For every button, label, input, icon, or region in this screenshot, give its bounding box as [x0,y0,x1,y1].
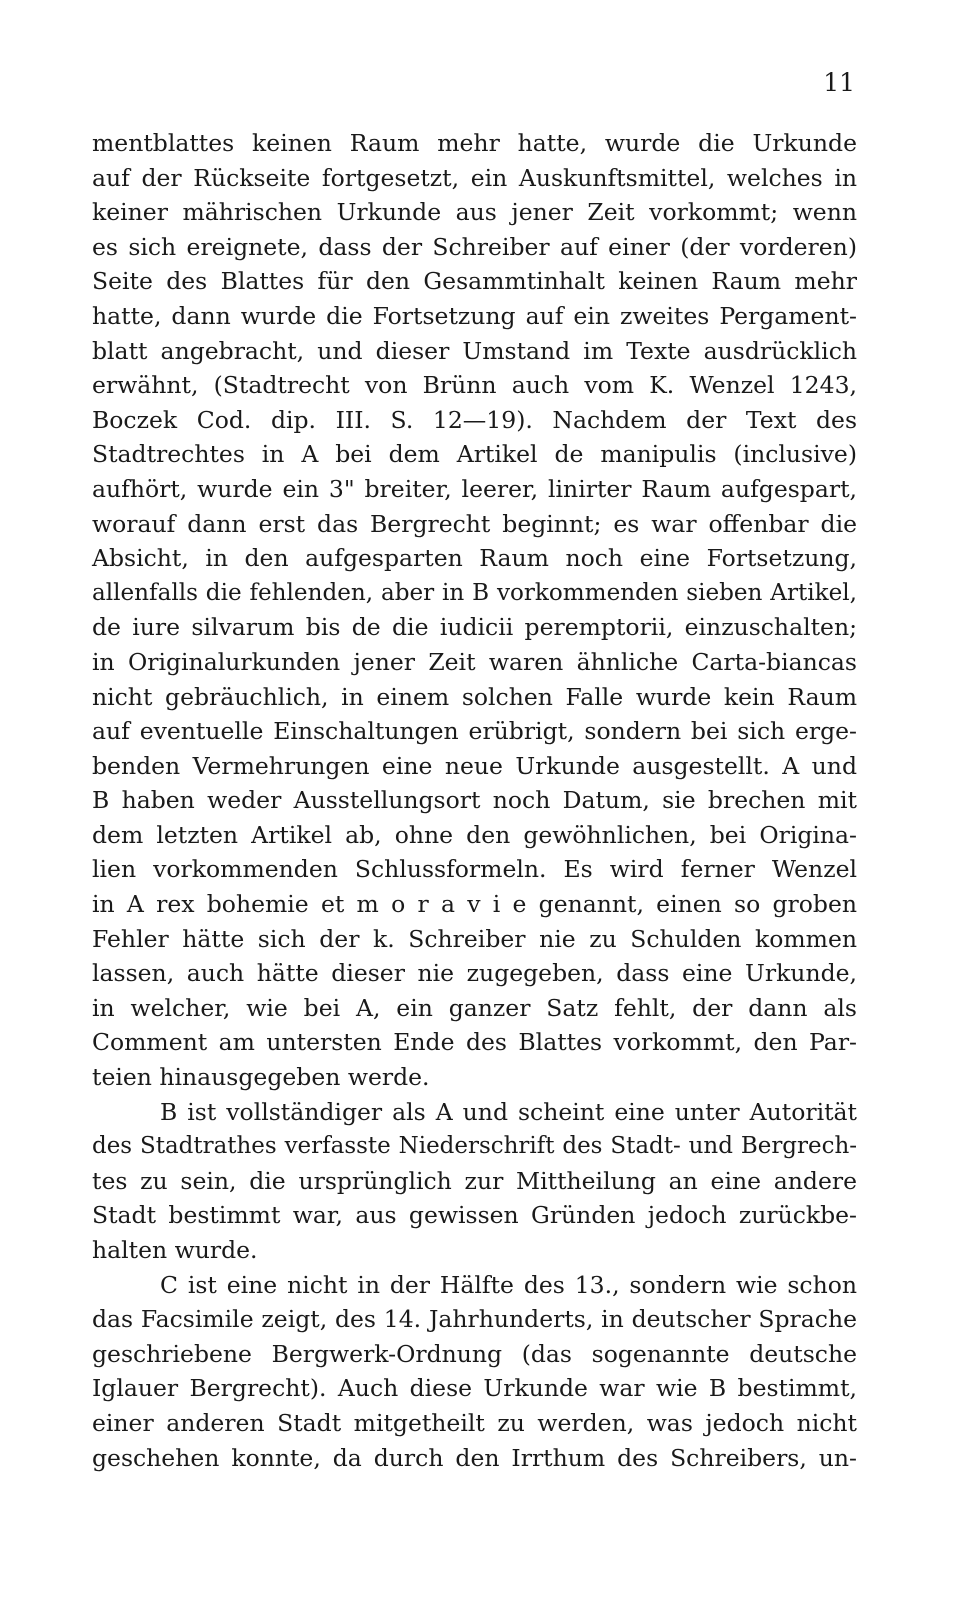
text-line: nicht gebräuchlich, in einem solchen Falle wurde kein Raum [92,682,857,711]
body-text [92,126,857,1475]
text-line: mentblattes keinen Raum mehr hatte, wurde die Urkunde [92,129,857,157]
text-line: keiner mährischen Urkunde aus jener Zeit vorkommt; wenn [92,198,857,227]
text-line: worauf dann erst das Bergrecht beginnt; es war offenbar die [92,509,857,538]
text-line: Seite des Blattes für den Gesammtinhalt keinen Raum mehr [92,267,857,296]
text-line: de iure silvarum bis de die iudicii peremptorii, einzuschalten; [92,613,857,642]
text-line: hatte, dann wurde die Fortsetzung auf ein zweites Pergament- [92,301,857,330]
text-line: auf der Rückseite fortgesetzt, ein Auskunftsmittel, welches in [92,163,857,192]
text-line: lassen, auch hätte dieser nie zugegeben, dass eine Urkunde, [92,959,857,988]
text-line: auf eventuelle Einschaltungen erübrigt, sondern bei sich erge- [92,717,857,746]
text-line: in welcher, wie bei A, ein ganzer Satz fehlt, der dann als [92,993,857,1022]
text-line: teien hinausgegeben werde. [92,1063,430,1092]
text-line: geschriebene Bergwerk-Ordnung (das sogenannte deutsche [92,1339,857,1368]
text-line: C ist eine nicht in der Hälfte des 13., sondern wie schon [160,1270,857,1299]
text-line: in Originalurkunden jener Zeit waren ähnliche Carta-biancas [92,647,857,676]
text-line: allenfalls die fehlenden, aber in B vorkommenden sieben Artikel, [92,579,857,606]
text-line: tes zu sein, die ursprünglich zur Mittheilung an eine andere [92,1166,857,1195]
text-line: B ist vollständiger als A und scheint eine unter Autorität [160,1097,857,1126]
text-line: dem letzten Artikel ab, ohne den gewöhnlichen, bei Origina- [92,820,857,849]
text-line: in A rex bohemie et m o r a v i e genannt, einen so groben [92,890,857,919]
text-line: erwähnt, (Stadtrecht von Brünn auch vom K. Wenzel 1243, [92,371,857,400]
text-line: Iglauer Bergrecht). Auch diese Urkunde war wie B bestimmt, [92,1374,857,1403]
text-line: geschehen konnte, da durch den Irrthum des Schreibers, un- [92,1443,857,1472]
text-line: einer anderen Stadt mitgetheilt zu werden, was jedoch nicht [92,1408,857,1437]
text-line: Stadt bestimmt war, aus gewissen Gründen jedoch zurückbe- [92,1201,857,1230]
page-number: 11 [823,68,855,97]
text-line: des Stadtrathes verfasste Niederschrift des Stadt- und Bergrech- [92,1133,857,1160]
text-line: Stadtrechtes in A bei dem Artikel de manipulis (inclusive) [92,440,857,469]
text-line: benden Vermehrungen eine neue Urkunde ausgestellt. A und [92,751,857,780]
text-line: Absicht, in den aufgesparten Raum noch eine Fortsetzung, [92,544,857,573]
text-line: B haben weder Ausstellungsort noch Datum, sie brechen mit [92,786,857,815]
text-line: Boczek Cod. dip. III. S. 12—19). Nachdem der Text des [92,405,857,434]
text-line: das Facsimile zeigt, des 14. Jahrhunderts, in deutscher Sprache [92,1305,857,1334]
text-line: Fehler hätte sich der k. Schreiber nie zu Schulden kommen [92,924,857,953]
text-line: aufhört, wurde ein 3" breiter, leerer, linirter Raum aufgespart, [92,474,857,503]
text-line: halten wurde. [92,1236,258,1264]
text-line: Comment am untersten Ende des Blattes vorkommt, den Par- [92,1028,857,1057]
text-line: lien vorkommenden Schlussformeln. Es wird ferner Wenzel [92,855,857,884]
text-line: blatt angebracht, und dieser Umstand im Texte ausdrücklich [92,336,857,365]
text-line: es sich ereignete, dass der Schreiber auf einer (der vorderen) [92,232,857,261]
